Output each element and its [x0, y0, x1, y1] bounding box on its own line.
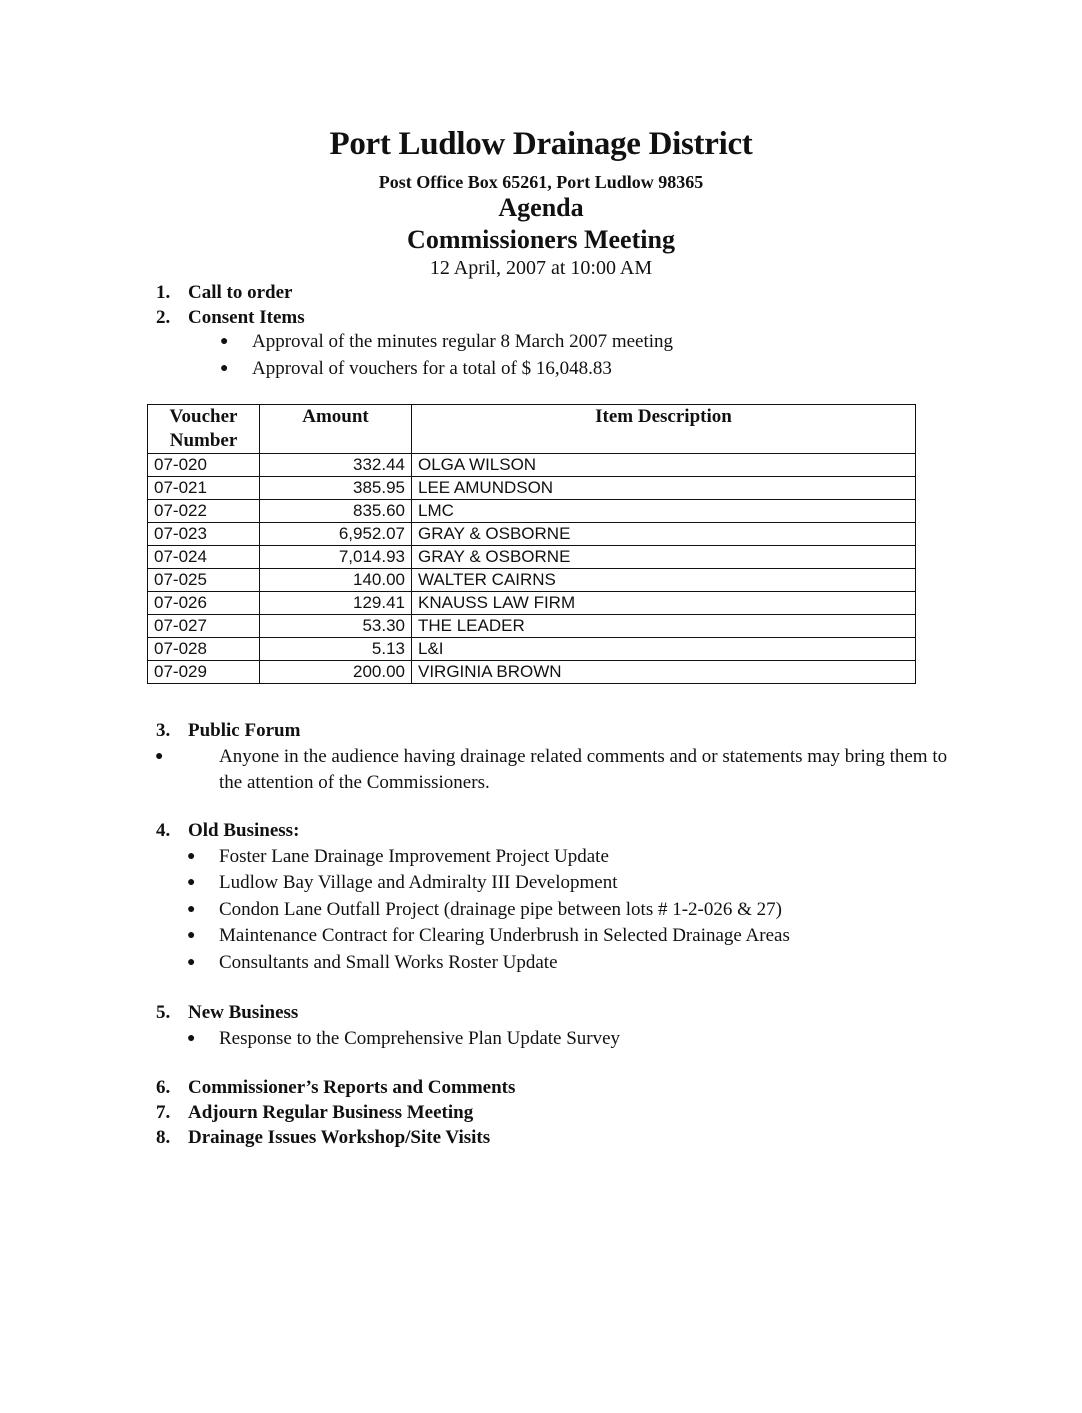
item-number: 2. — [156, 307, 171, 328]
item-number: 6. — [156, 1077, 171, 1098]
old-business-bullet — [187, 846, 609, 868]
consent-bullet-minutes — [220, 331, 673, 353]
voucher-number: 07-027 — [148, 615, 260, 638]
meeting-name: Commissioners Meeting — [407, 225, 675, 254]
agenda-item-call-to-order — [156, 282, 292, 304]
voucher-description: GRAY & OSBORNE — [412, 523, 916, 546]
old-business-bullet — [187, 925, 790, 947]
item-number: 3. — [156, 720, 171, 741]
bullet-icon: ● — [155, 749, 164, 764]
item-label: Call to order — [188, 282, 293, 303]
voucher-description: WALTER CAIRNS — [412, 569, 916, 592]
bullet-text: Maintenance Contract for Clearing Underbrush in Selected Drainage Areas — [219, 925, 790, 946]
item-label: Consent Items — [188, 307, 305, 328]
voucher-description: THE LEADER — [412, 615, 916, 638]
district-address: Post Office Box 65261, Port Ludlow 98365 — [378, 172, 704, 192]
bullet-text: Consultants and Small Works Roster Update — [219, 952, 558, 973]
voucher-number: 07-023 — [148, 523, 260, 546]
table-row — [148, 569, 916, 592]
bullet-icon: ● — [187, 1031, 196, 1046]
new-business-bullet — [187, 1028, 620, 1050]
public-forum-bullet — [155, 744, 954, 796]
item-number: 5. — [156, 1002, 171, 1023]
table-row — [148, 638, 916, 661]
voucher-number: 07-026 — [148, 592, 260, 615]
voucher-description: LMC — [412, 500, 916, 523]
voucher-amount: 385.95 — [260, 477, 412, 500]
col-header-amount: Amount — [260, 405, 412, 454]
bullet-text: Approval of the minutes regular 8 March 2007 meeting — [252, 331, 674, 352]
old-business-bullet — [187, 872, 617, 894]
voucher-table-header — [148, 405, 916, 454]
agenda-item-commissioner-reports — [156, 1077, 515, 1099]
table-row — [148, 592, 916, 615]
voucher-description: L&I — [412, 638, 916, 661]
voucher-table — [147, 404, 916, 684]
voucher-description: LEE AMUNDSON — [412, 477, 916, 500]
agenda-item-public-forum — [156, 720, 300, 742]
agenda-item-old-business — [156, 820, 299, 842]
voucher-amount: 129.41 — [260, 592, 412, 615]
voucher-number: 07-020 — [148, 454, 260, 477]
bullet-text: Anyone in the audience having drainage related comments and or statements may bring them to the attention of the Commissioners. — [219, 746, 948, 793]
col-header-voucher-number: Voucher Number — [148, 405, 260, 454]
bullet-icon: ● — [220, 361, 229, 376]
item-label: Old Business: — [188, 820, 300, 841]
agenda-item-adjourn — [156, 1102, 473, 1124]
voucher-number: 07-021 — [148, 477, 260, 500]
voucher-number: 07-024 — [148, 546, 260, 569]
col-header-description: Item Description — [412, 405, 916, 454]
agenda-item-workshop — [156, 1127, 490, 1149]
table-row — [148, 454, 916, 477]
agenda-item-consent-items — [156, 307, 305, 329]
bullet-text: Response to the Comprehensive Plan Update Survey — [219, 1028, 621, 1049]
bullet-icon: ● — [187, 902, 196, 917]
item-number: 4. — [156, 820, 171, 841]
table-row — [148, 615, 916, 638]
bullet-icon: ● — [187, 849, 196, 864]
bullet-text: Approval of vouchers for a total of $ 16,048.83 — [252, 358, 612, 379]
voucher-description: KNAUSS LAW FIRM — [412, 592, 916, 615]
table-row — [148, 546, 916, 569]
voucher-number: 07-028 — [148, 638, 260, 661]
bullet-text: Condon Lane Outfall Project (drainage pipe between lots # 1-2-026 & 27) — [219, 899, 782, 920]
table-row — [148, 477, 916, 500]
agenda-item-new-business — [156, 1002, 298, 1024]
voucher-amount: 835.60 — [260, 500, 412, 523]
bullet-text: Ludlow Bay Village and Admiralty III Development — [219, 872, 618, 893]
old-business-bullet — [187, 952, 558, 974]
table-row — [148, 500, 916, 523]
item-number: 1. — [156, 282, 171, 303]
voucher-description: OLGA WILSON — [412, 454, 916, 477]
voucher-amount: 200.00 — [260, 661, 412, 684]
voucher-description: VIRGINIA BROWN — [412, 661, 916, 684]
table-row — [148, 661, 916, 684]
table-row — [148, 523, 916, 546]
voucher-amount: 140.00 — [260, 569, 412, 592]
item-label: Adjourn Regular Business Meeting — [188, 1102, 474, 1123]
old-business-bullet — [187, 899, 782, 921]
bullet-icon: ● — [187, 955, 196, 970]
voucher-amount: 332.44 — [260, 454, 412, 477]
agenda-heading: Agenda — [498, 193, 584, 222]
voucher-amount: 7,014.93 — [260, 546, 412, 569]
consent-bullet-vouchers — [220, 358, 612, 380]
item-label: Public Forum — [188, 720, 301, 741]
bullet-icon: ● — [187, 875, 196, 890]
item-number: 7. — [156, 1102, 171, 1123]
bullet-icon: ● — [187, 928, 196, 943]
voucher-number: 07-022 — [148, 500, 260, 523]
bullet-icon: ● — [220, 334, 229, 349]
voucher-amount: 5.13 — [260, 638, 412, 661]
item-number: 8. — [156, 1127, 171, 1148]
voucher-amount: 53.30 — [260, 615, 412, 638]
item-label: Drainage Issues Workshop/Site Visits — [188, 1127, 491, 1148]
item-label: Commissioner’s Reports and Comments — [188, 1077, 516, 1098]
meeting-datetime: 12 April, 2007 at 10:00 AM — [429, 257, 653, 279]
voucher-description: GRAY & OSBORNE — [412, 546, 916, 569]
voucher-number: 07-029 — [148, 661, 260, 684]
item-label: New Business — [188, 1002, 299, 1023]
voucher-amount: 6,952.07 — [260, 523, 412, 546]
bullet-text: Foster Lane Drainage Improvement Project Update — [219, 846, 609, 867]
voucher-number: 07-025 — [148, 569, 260, 592]
district-title: Port Ludlow Drainage District — [329, 126, 753, 162]
